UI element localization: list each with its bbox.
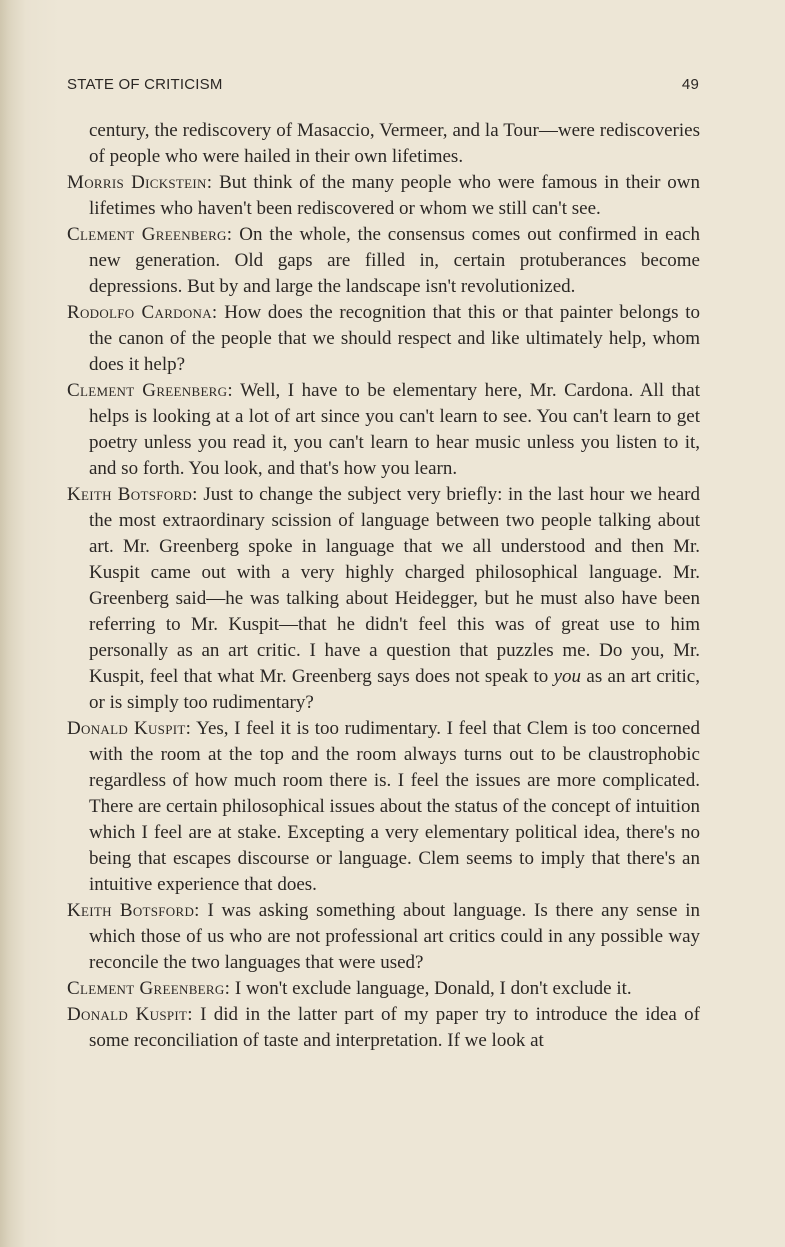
speaker-name: Morris Dickstein:	[67, 172, 213, 193]
paragraph-dickstein	[67, 170, 700, 222]
speaker-name: Rodolfo Cardona:	[67, 302, 218, 323]
speaker-name: Donald Kuspit:	[67, 1004, 193, 1025]
paragraph-greenberg	[67, 222, 700, 300]
paragraph-kuspit	[67, 1002, 700, 1054]
paragraph-text: Yes, I feel it is too rudimentary. I feel that Clem is too concerned with the room at the top and the room always turns out to be claustrophobic regardless of how much room there is. I feel the issues are more complicated. There are certain philosophical issues about the status of the concept of intuition which I feel are at stake. Excepting a very elementary political idea, there's no being that escapes discourse or language. Clem seems to imply that there's an intuitive experience that does.	[89, 718, 700, 895]
paragraph-kuspit	[67, 716, 700, 898]
paragraph-text: I was asking something about language. Is there any sense in which those of us who are not professional art critics could in any possible way reconcile the two languages that were used?	[89, 900, 701, 973]
paragraph-text: On the whole, the consensus comes out confirmed in each new generation. Old gaps are filled in, certain protuberances become depressions. But by and large the landscape isn't revolutionized.	[89, 224, 700, 297]
paragraph-text-after: as an art critic, or is simply too rudimentary?	[89, 666, 700, 713]
speaker-name: Keith Botsford:	[67, 900, 200, 921]
paragraph-botsford	[67, 898, 700, 976]
speaker-name: Clement Greenberg:	[67, 380, 233, 401]
running-header	[67, 76, 699, 96]
speaker-name: Donald Kuspit:	[67, 718, 192, 739]
page-number: 49	[681, 76, 699, 93]
paragraph-text: century, the rediscovery of Masaccio, Vermeer, and la Tour—were rediscoveries of people who were hailed in their own lifetimes.	[89, 120, 700, 167]
paragraph-text: How does the recognition that this or that painter belongs to the canon of the people that we should respect and like ultimately help, whom does it help?	[89, 302, 700, 375]
paragraph-greenberg	[67, 378, 700, 482]
speaker-name: Clement Greenberg:	[67, 224, 233, 245]
paragraph-continuation	[67, 118, 700, 170]
paragraph-greenberg	[67, 976, 700, 1002]
speaker-name: Keith Botsford:	[67, 484, 198, 505]
paragraph-text: I did in the latter part of my paper try to introduce the idea of some reconciliation of taste and interpretation. If we look at	[89, 1004, 700, 1051]
paragraph-text: But think of the many people who were famous in their own lifetimes who haven't been rediscovered or whom we still can't see.	[89, 172, 700, 219]
paragraph-botsford	[67, 482, 700, 716]
paragraph-text: I won't exclude language, Donald, I don't exclude it.	[230, 978, 632, 999]
speaker-name: Clement Greenberg:	[67, 978, 231, 999]
running-title: STATE OF CRITICISM	[67, 76, 223, 93]
paragraph-text: Well, I have to be elementary here, Mr. Cardona. All that helps is looking at a lot of art since you can't learn to see. You can't learn to get poetry unless you read it, you can't learn to hear music unless you listen to it, and so forth. You look, and that's how you learn.	[89, 380, 700, 479]
paragraph-text: Just to change the subject very briefly: in the last hour we heard the most extraordinary scission of language between two people talking about art. Mr. Greenberg spoke in language that we all understood and then Mr. Kuspit came out with a very highly charged philosophical language. Mr. Greenberg said—he was talking about Heidegger, but he must also have been referring to Mr. Kuspit—that he didn't feel this was of great use to him personally as an art critic. I have a question that puzzles me. Do you, Mr. Kuspit, feel that what Mr. Greenberg says does not speak to	[89, 484, 700, 687]
transcript-body	[67, 118, 700, 1054]
emphasized-word: you	[553, 666, 582, 687]
paragraph-cardona	[67, 300, 700, 378]
